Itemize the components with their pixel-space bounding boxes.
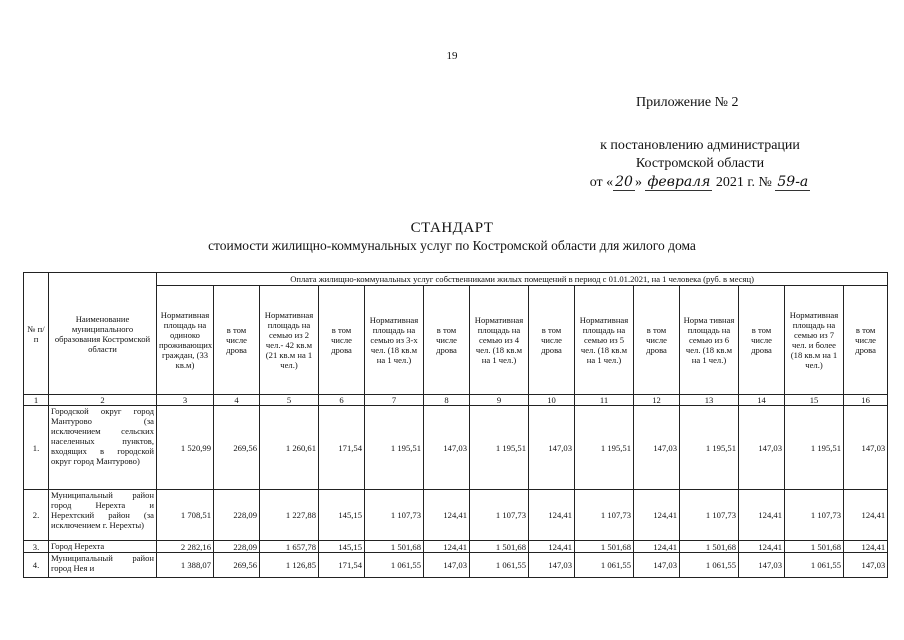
col-subheader: Нормативная площадь на семью из 7 чел. и более (18 кв.м на 1 чел.): [785, 286, 844, 395]
decree-line-1: к постановлению администрации: [600, 138, 800, 153]
table-row: [24, 541, 888, 553]
document-title: СТАНДАРТ: [410, 220, 494, 236]
column-number: 7: [365, 395, 424, 406]
row-number: 3.: [24, 541, 49, 553]
value-cell: 124,41: [844, 490, 888, 541]
decree-year: 2021 г. №: [715, 175, 772, 190]
value-cell: 1 107,73: [365, 490, 424, 541]
value-cell: 147,03: [529, 553, 575, 578]
value-cell: 147,03: [739, 553, 785, 578]
col-header-group: Оплата жилищно-коммунальных услуг собственниками жилых помещений в период с 01.01.2021, на 1 человека (руб. в месяц): [157, 273, 888, 286]
decree-day: 20: [615, 174, 633, 190]
value-cell: 1 061,55: [680, 553, 739, 578]
value-cell: 124,41: [844, 541, 888, 553]
table-header-group-row: [24, 273, 888, 286]
col-subheader: Нормативная площадь на семью из 5 чел. (18 кв.м на 1 чел.): [575, 286, 634, 395]
value-cell: 147,03: [634, 406, 680, 490]
value-cell: 147,03: [424, 406, 470, 490]
decree-month: февраля: [647, 174, 711, 190]
value-cell: 228,09: [214, 541, 260, 553]
column-number: 11: [575, 395, 634, 406]
value-cell: 1 708,51: [157, 490, 214, 541]
municipality-name: Город Нерехта: [49, 541, 157, 553]
value-cell: 171,54: [319, 406, 365, 490]
value-cell: 1 501,68: [680, 541, 739, 553]
decree-number: 59-а: [777, 174, 809, 190]
decree-date-prefix: от «: [589, 175, 614, 190]
value-cell: 1 107,73: [680, 490, 739, 541]
decree-date-line: [550, 173, 850, 192]
value-cell: 147,03: [424, 553, 470, 578]
value-cell: 1 126,85: [260, 553, 319, 578]
value-cell: 1 107,73: [470, 490, 529, 541]
value-cell: 147,03: [529, 406, 575, 490]
row-number: 1.: [24, 406, 49, 490]
value-cell: 1 501,68: [365, 541, 424, 553]
column-number: 8: [424, 395, 470, 406]
col-subheader: Нормативная площадь на семью из 2 чел.- 42 кв.м (21 кв.м на 1 чел.): [260, 286, 319, 395]
value-cell: 124,41: [424, 541, 470, 553]
column-number: 13: [680, 395, 739, 406]
col-header-name: Наименование муниципального образования Костромской области: [49, 273, 157, 395]
value-cell: 124,41: [529, 541, 575, 553]
value-cell: 269,56: [214, 553, 260, 578]
column-number: 14: [739, 395, 785, 406]
value-cell: 1 195,51: [470, 406, 529, 490]
column-number: 12: [634, 395, 680, 406]
value-cell: 1 195,51: [365, 406, 424, 490]
page-number: 19: [446, 50, 458, 62]
col-subheader: Норма тивная площадь на семью из 6 чел. (18 кв.м на 1 чел.): [680, 286, 739, 395]
decree-reference: [550, 137, 850, 192]
appendix-label: Приложение № 2: [636, 95, 739, 110]
value-cell: 147,03: [739, 406, 785, 490]
value-cell: 124,41: [424, 490, 470, 541]
value-cell: 1 195,51: [680, 406, 739, 490]
table-row: [24, 553, 888, 578]
column-number: 10: [529, 395, 575, 406]
value-cell: 2 282,16: [157, 541, 214, 553]
column-number: 2: [49, 395, 157, 406]
row-number: 2.: [24, 490, 49, 541]
col-subheader: в том числе дрова: [739, 286, 785, 395]
table-row: [24, 406, 888, 490]
value-cell: 1 195,51: [575, 406, 634, 490]
value-cell: 147,03: [844, 406, 888, 490]
col-subheader: Нормативная площадь на семью из 3-х чел. (18 кв.м на 1 чел.): [365, 286, 424, 395]
value-cell: 1 061,55: [470, 553, 529, 578]
standard-cost-table: [23, 272, 888, 578]
value-cell: 145,15: [319, 541, 365, 553]
column-number: 6: [319, 395, 365, 406]
value-cell: 1 107,73: [575, 490, 634, 541]
decree-date-mid: »: [634, 175, 642, 190]
column-number: 1: [24, 395, 49, 406]
value-cell: 171,54: [319, 553, 365, 578]
col-subheader: в том числе дрова: [214, 286, 260, 395]
municipality-name: Муниципальный район город Нея и: [49, 553, 157, 578]
value-cell: 1 061,55: [785, 553, 844, 578]
document-subtitle: стоимости жилищно-коммунальных услуг по Костромской области для жилого дома: [208, 238, 696, 253]
column-number: 3: [157, 395, 214, 406]
value-cell: 1 657,78: [260, 541, 319, 553]
value-cell: 228,09: [214, 490, 260, 541]
column-number: 4: [214, 395, 260, 406]
value-cell: 1 520,99: [157, 406, 214, 490]
value-cell: 124,41: [739, 490, 785, 541]
value-cell: 1 195,51: [785, 406, 844, 490]
col-header-number: № п/п: [24, 273, 49, 395]
value-cell: 124,41: [634, 490, 680, 541]
column-number: 16: [844, 395, 888, 406]
value-cell: 1 061,55: [365, 553, 424, 578]
col-subheader: в том числе дрова: [844, 286, 888, 395]
column-number: 9: [470, 395, 529, 406]
value-cell: 1 061,55: [575, 553, 634, 578]
col-subheader: в том числе дрова: [424, 286, 470, 395]
row-number: 4.: [24, 553, 49, 578]
municipality-name: Муниципальный район город Нерехта и Нерехтский район (за исключением г. Нерехты): [49, 490, 157, 541]
value-cell: 1 501,68: [785, 541, 844, 553]
decree-line-2: Костромской области: [635, 156, 765, 171]
column-number: 5: [260, 395, 319, 406]
value-cell: 124,41: [529, 490, 575, 541]
col-subheader: в том числе дрова: [529, 286, 575, 395]
col-subheader: в том числе дрова: [634, 286, 680, 395]
value-cell: 1 107,73: [785, 490, 844, 541]
value-cell: 1 260,61: [260, 406, 319, 490]
value-cell: 269,56: [214, 406, 260, 490]
value-cell: 1 388,07: [157, 553, 214, 578]
value-cell: 1 501,68: [575, 541, 634, 553]
col-subheader: в том числе дрова: [319, 286, 365, 395]
municipality-name: Городской округ город Мантурово (за исключением сельских населенных пунктов, входящих в городской округ город Мантурово): [49, 406, 157, 490]
value-cell: 147,03: [844, 553, 888, 578]
table-row: [24, 490, 888, 541]
value-cell: 1 227,88: [260, 490, 319, 541]
column-number: 15: [785, 395, 844, 406]
value-cell: 145,15: [319, 490, 365, 541]
value-cell: 147,03: [634, 553, 680, 578]
value-cell: 124,41: [739, 541, 785, 553]
col-subheader: Нормативная площадь на семью из 4 чел. (18 кв.м на 1 чел.): [470, 286, 529, 395]
value-cell: 124,41: [634, 541, 680, 553]
column-number-row: [24, 395, 888, 406]
value-cell: 1 501,68: [470, 541, 529, 553]
col-subheader: Нормативная площадь на одиноко проживающих граждан, (33 кв.м): [157, 286, 214, 395]
